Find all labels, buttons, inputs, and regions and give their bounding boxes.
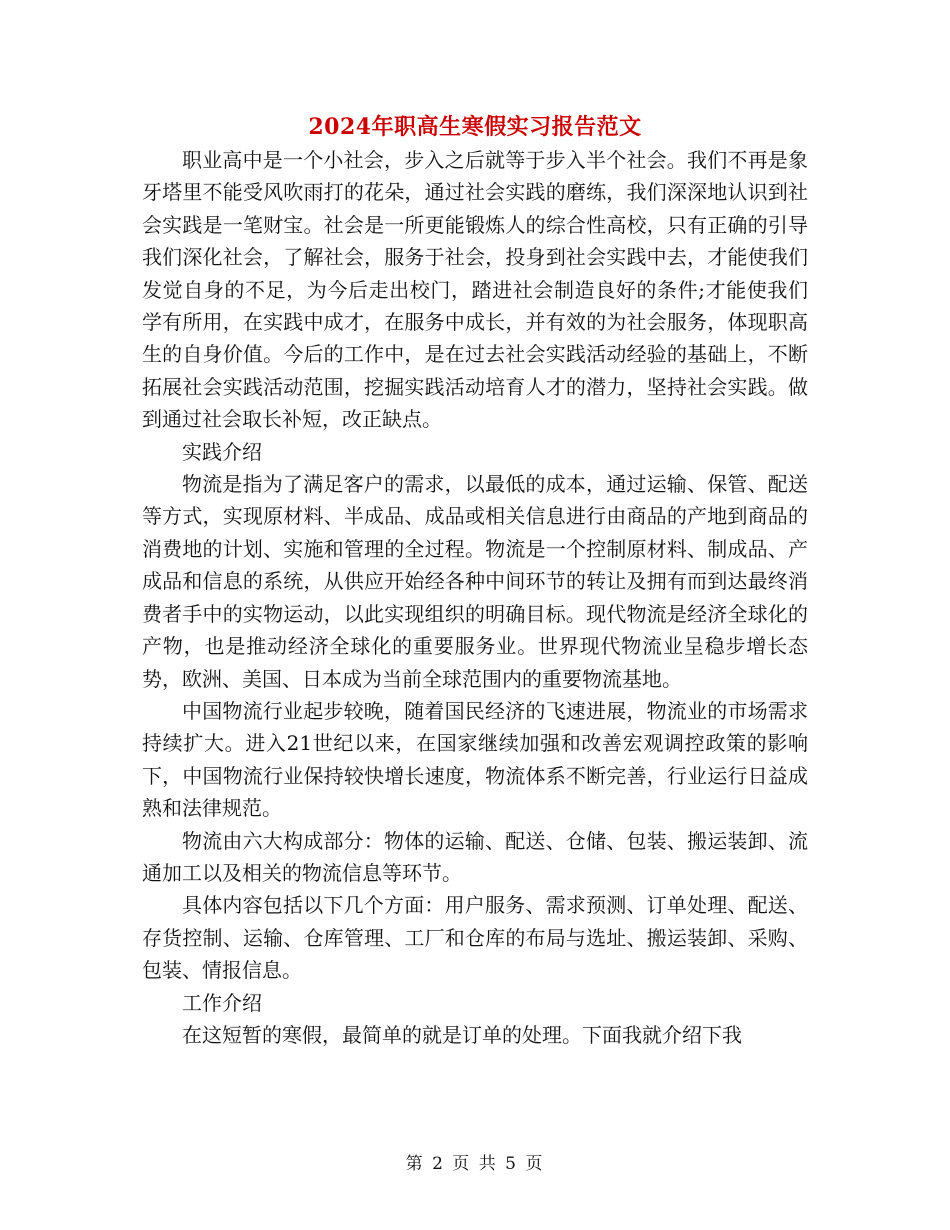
paragraph-logistics-components: 物流由六大构成部分：物体的运输、配送、仓储、包装、搬运装卸、流通加工以及相关的物流信息等环节。: [142, 828, 808, 885]
paragraph-logistics-definition: 物流是指为了满足客户的需求，以最低的成本，通过运输、保管、配送等方式，实现原材料、半成品、成品或相关信息进行由商品的产地到商品的消费地的计划、实施和管理的全过程。物流是一个控制原材料、制成品、产成品和信息的系统，从供应开始经各种中间环节的转让及拥有而到达最终消费者手中的实物运动，以此实现组织的明确目标。现代物流是经济全球化的产物，也是推动经济全球化的重要服务业。世界现代物流业呈稳步增长态势，欧洲、美国、日本成为当前全球范围内的重要物流基地。: [142, 472, 808, 691]
paragraph-intro: 职业高中是一个小社会，步入之后就等于步入半个社会。我们不再是象牙塔里不能受风吹雨打的花朵，通过社会实践的磨练，我们深深地认识到社会实践是一笔财宝。社会是一所更能锻炼人的综合性高校，只有正确的引导我们深化社会，了解社会，服务于社会，投身到社会实践中去，才能使我们发觉自身的不足，为今后走出校门，踏进社会制造良好的条件;才能使我们学有所用，在实践中成才，在服务中成长，并有效的为社会服务，体现职高生的自身价值。今后的工作中，是在过去社会实践活动经验的基础上，不断拓展社会实践活动范围，挖掘实践活动培育人才的潜力，坚持社会实践。做到通过社会取长补短，改正缺点。: [142, 148, 808, 432]
document-title: 2024年职高生寒假实习报告范文: [308, 114, 642, 140]
paragraph-logistics-content: 具体内容包括以下几个方面：用户服务、需求预测、订单处理、配送、存货控制、运输、仓库管理、工厂和仓库的布局与选址、搬运装卸、采购、包装、情报信息。: [142, 893, 808, 983]
document-body: [142, 144, 808, 1051]
page-number-footer: 第 2 页 共 5 页: [405, 1154, 545, 1174]
section-heading-work: 工作介绍: [182, 990, 262, 1015]
paragraph-china-logistics: 中国物流行业起步较晚，随着国民经济的飞速进展，物流业的市场需求持续扩大。进入21世纪以来，在国家继续加强和改善宏观调控政策的影响下，中国物流行业保持较快增长速度，物流体系不断完善，行业运行日益成熟和法律规范。: [142, 698, 808, 821]
section-heading-practice: 实践介绍: [182, 439, 262, 464]
paragraph-work-intro: 在这短暂的寒假，最简单的就是订单的处理。下面我就介绍下我: [182, 1022, 742, 1047]
